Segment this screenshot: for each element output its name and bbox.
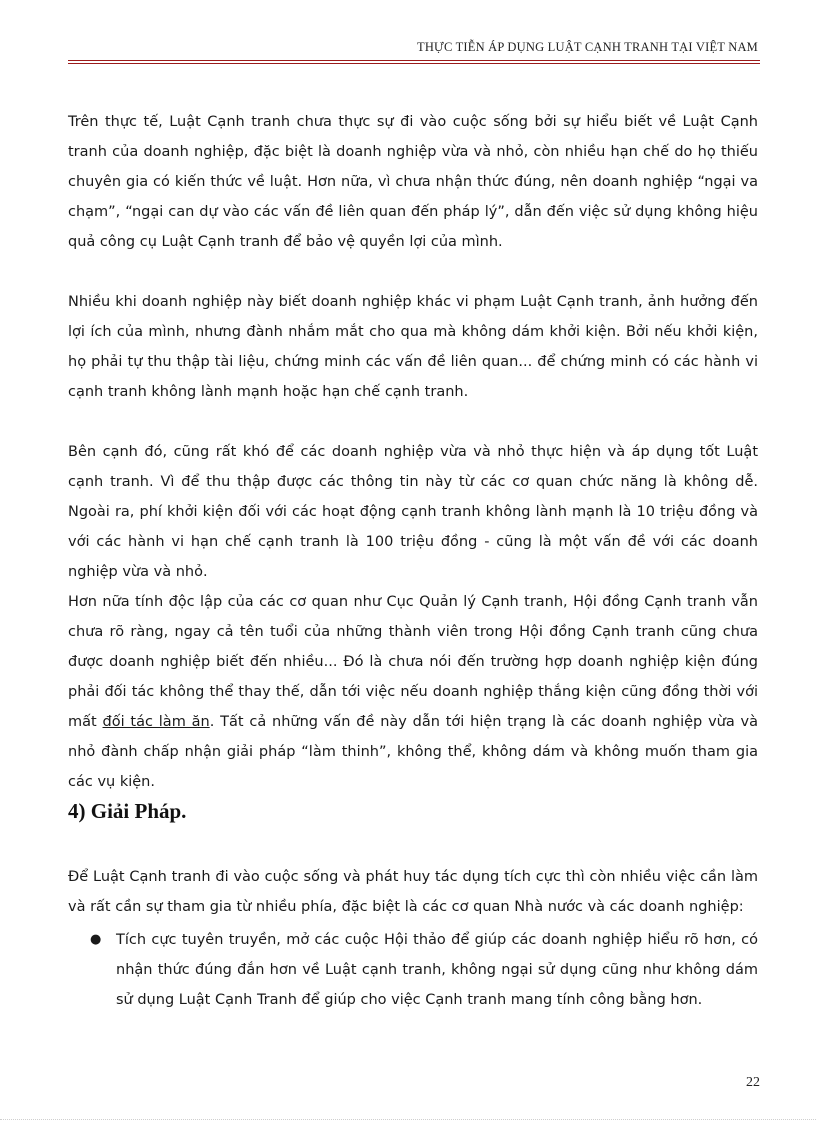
section-heading: 4) Giải Pháp.: [68, 799, 187, 823]
solution-bullet-list: [68, 925, 758, 1015]
paragraph-2: Nhiều khi doanh nghiệp này biết doanh nghiệp khác vi phạm Luật Cạnh tranh, ảnh hưởng đến lợi ích của mình, nhưng đành nhắm mắt cho qua mà không dám khởi kiện. Bởi nếu khởi kiện, họ phải tự thu thập tài liệu, chứng minh các vấn đề liên quan... để chứng minh có các hành vi cạnh tranh không lành mạnh hoặc hạn chế cạnh tranh.: [68, 294, 758, 400]
solution-intro: Để Luật Cạnh tranh đi vào cuộc sống và phát huy tác dụng tích cực thì còn nhiều việc cần làm và rất cần sự tham gia từ nhiều phía, đặc biệt là các cơ quan Nhà nước và các doanh nghiệp:: [68, 869, 758, 915]
page-bottom-edge: [0, 1119, 816, 1120]
page-number: 22: [746, 1075, 760, 1090]
bullet-item: [68, 925, 758, 1015]
paragraph-1: Trên thực tế, Luật Cạnh tranh chưa thực sự đi vào cuộc sống bởi sự hiểu biết về Luật Cạnh tranh của doanh nghiệp, đặc biệt là doanh nghiệp vừa và nhỏ, còn nhiều hạn chế do họ thiếu chuyên gia có kiến thức về luật. Hơn nữa, vì chưa nhận thức đúng, nên doanh nghiệp “ngại va chạm”, “ngại can dự vào các vấn đề liên quan đến pháp lý”, dẫn đến việc sử dụng không hiệu quả công cụ Luật Cạnh tranh để bảo vệ quyền lợi của mình.: [68, 114, 758, 250]
header-rule: [68, 60, 760, 64]
bullet-icon: ●: [90, 932, 102, 947]
paragraph-4-text-start: Hơn nữa tính độc lập của các cơ quan như Cục Quản lý Cạnh tranh, Hội đồng Cạnh tranh vẫn chưa rõ ràng, ngay cả tên tuổi của những thành viên trong Hội đồng Cạnh tranh cũng chưa được doanh nghiệp biết đến nhiều... Đó là chưa nói đến trường hợp doanh nghiệp kiện đúng phải đối tác không thể thay thế, dẫn tới việc nếu doanh nghiệp thắng kiện cũng đồng thời với mất: [68, 594, 758, 730]
running-header-title: THỰC TIỄN ÁP DỤNG LUẬT CẠNH TRANH TẠI VIỆT NAM: [416, 40, 758, 54]
underlined-phrase: đối tác làm ăn: [102, 714, 210, 730]
paragraph-4: [68, 587, 758, 797]
bullet-text: Tích cực tuyên truyền, mở các cuộc Hội thảo để giúp các doanh nghiệp hiểu rõ hơn, có nhận thức đúng đắn hơn về Luật cạnh tranh, không ngại sử dụng cũng như không dám sử dụng Luật Cạnh Tranh để giúp cho việc Cạnh tranh mang tính công bằng hơn.: [116, 932, 758, 1008]
paragraph-4-text-end: . Tất cả những vấn đề này dẫn tới hiện trạng là các doanh nghiệp vừa và nhỏ đành chấp nhận giải pháp “làm thinh”, không thể, không dám và không muốn tham gia các vụ kiện.: [68, 714, 758, 790]
paragraph-3: Bên cạnh đó, cũng rất khó để các doanh nghiệp vừa và nhỏ thực hiện và áp dụng tốt Luật cạnh tranh. Vì để thu thập được các thông tin này từ các cơ quan chức năng là không dễ. Ngoài ra, phí khởi kiện đối với các hoạt động cạnh tranh không lành mạnh là 10 triệu đồng và với các hành vi hạn chế cạnh tranh là 100 triệu đồng - cũng là một vấn đề với các doanh nghiệp vừa và nhỏ.: [68, 444, 758, 580]
